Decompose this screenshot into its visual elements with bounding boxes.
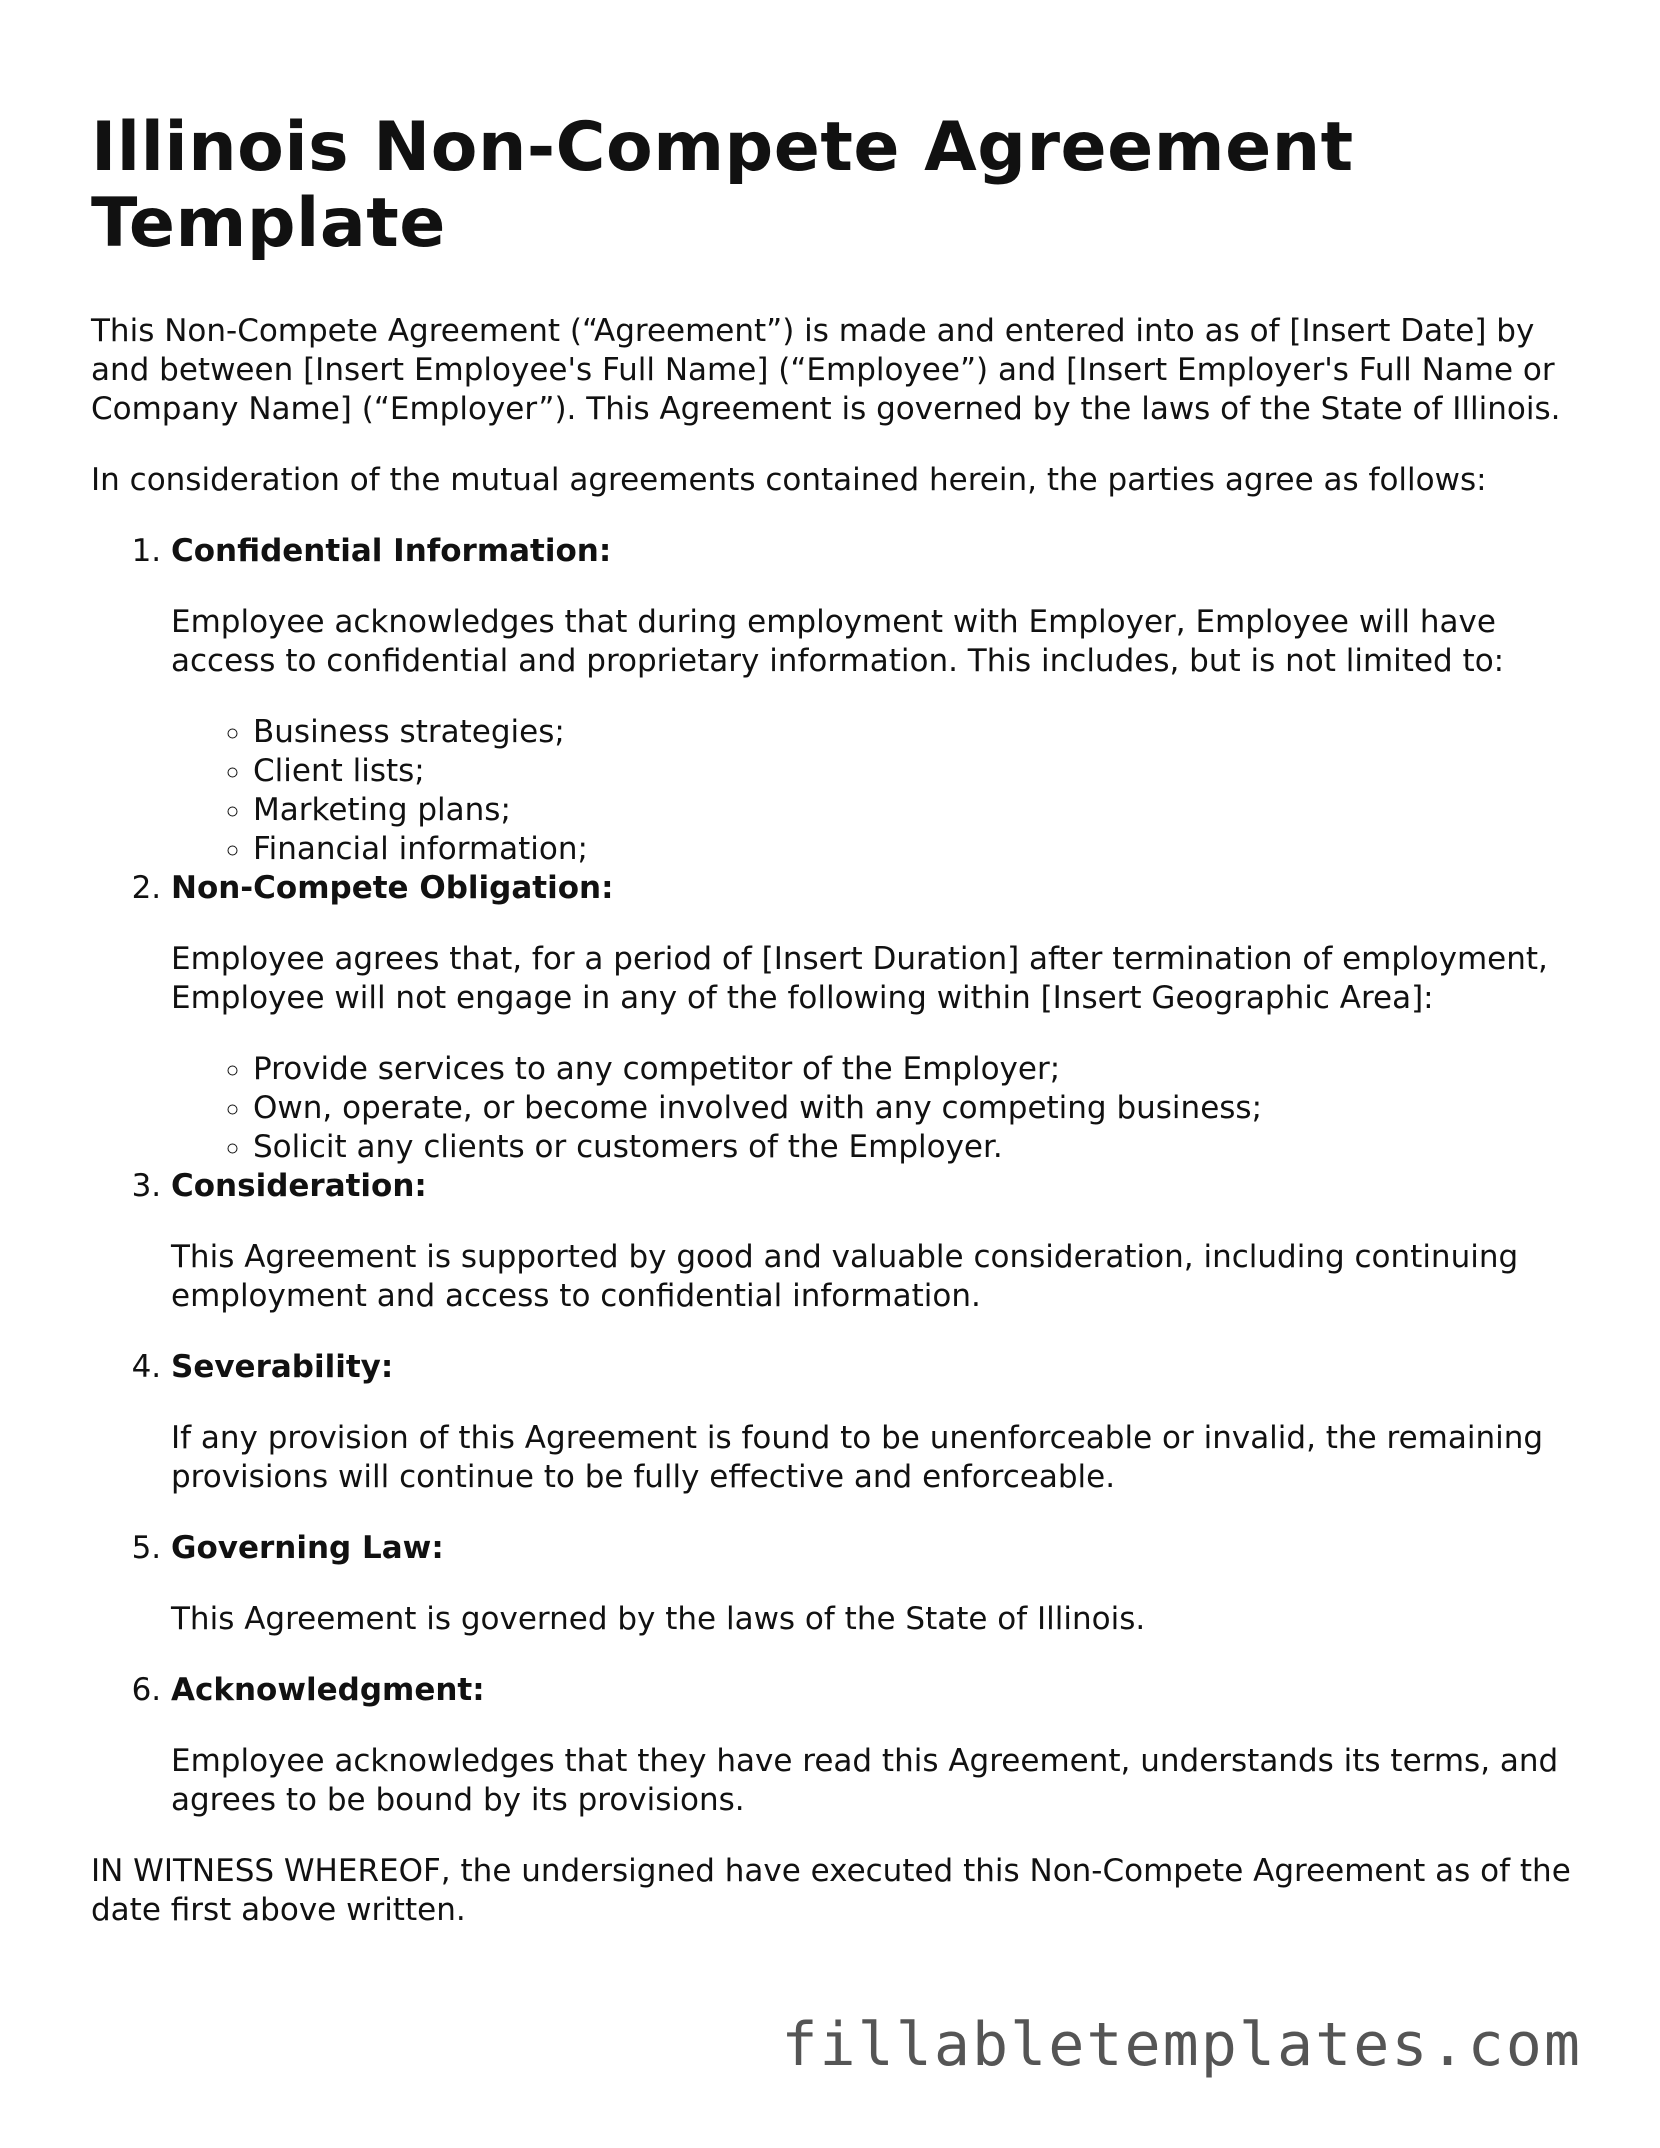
section-heading: Non-Compete Obligation: <box>171 870 614 906</box>
closing-paragraph: IN WITNESS WHEREOF, the undersigned have executed this Non-Compete Agreement as of the date first above written. <box>91 1853 1571 1928</box>
bullet-item: ◦ Marketing plans; <box>253 791 1571 830</box>
section-text: Employee acknowledges that during employment with Employer, Employee will have access to confidential and proprietary information. This includes, but is not limited to: <box>171 604 1505 679</box>
section-heading: Acknowledgment: <box>171 1672 485 1708</box>
site-watermark: fillabletemplates.com <box>781 2010 1582 2080</box>
section-text: This Agreement is governed by the laws of the State of Illinois. <box>171 1601 1146 1637</box>
bullet-list <box>171 713 1571 869</box>
section-item <box>171 1348 1571 1497</box>
consideration-line: In consideration of the mutual agreements contained herein, the parties agree as follows: <box>91 462 1487 498</box>
sections-list <box>91 532 1571 1820</box>
section-text: Employee agrees that, for a period of [Insert Duration] after termination of employment, Employee will not engage in any of the following within [Insert Geographic Area]: <box>171 941 1548 1016</box>
bullet-item: ◦ Business strategies; <box>253 713 1571 752</box>
section-text: This Agreement is supported by good and valuable consideration, including continuing employment and access to confidential information. <box>171 1239 1519 1314</box>
bullet-item: ◦ Client lists; <box>253 752 1571 791</box>
section-item <box>171 532 1571 869</box>
bullet-item: ◦ Own, operate, or become involved with any competing business; <box>253 1089 1571 1128</box>
bullet-item: ◦ Solicit any clients or customers of the Employer. <box>253 1128 1571 1167</box>
section-item <box>171 869 1571 1167</box>
bullet-list <box>171 1050 1571 1167</box>
section-item <box>171 1167 1571 1316</box>
document-title: Illinois Non-Compete Agreement Template <box>91 108 1354 263</box>
section-item <box>171 1671 1571 1820</box>
section-heading: Consideration: <box>171 1168 427 1204</box>
section-text: Employee acknowledges that they have read this Agreement, understands its terms, and agrees to be bound by its provisions. <box>171 1743 1559 1818</box>
section-heading: Governing Law: <box>171 1530 444 1566</box>
intro-paragraph: This Non-Compete Agreement (“Agreement”) is made and entered into as of [Insert Date] by and between [Insert Employee's Full Name] (“Employee”) and [Insert Employer's Full Name or Company Name] (“Employer”). This Agreement is governed by the laws of the State of Illinois. <box>91 313 1561 427</box>
section-text: If any provision of this Agreement is found to be unenforceable or invalid, the remaining provisions will continue to be fully effective and enforceable. <box>171 1420 1544 1495</box>
document-page <box>91 110 1571 1930</box>
section-heading: Confidential Information: <box>171 533 612 569</box>
section-item <box>171 1529 1571 1639</box>
bullet-item: ◦ Provide services to any competitor of the Employer; <box>253 1050 1571 1089</box>
bullet-item: ◦ Financial information; <box>253 830 1571 869</box>
section-heading: Severability: <box>171 1349 394 1385</box>
